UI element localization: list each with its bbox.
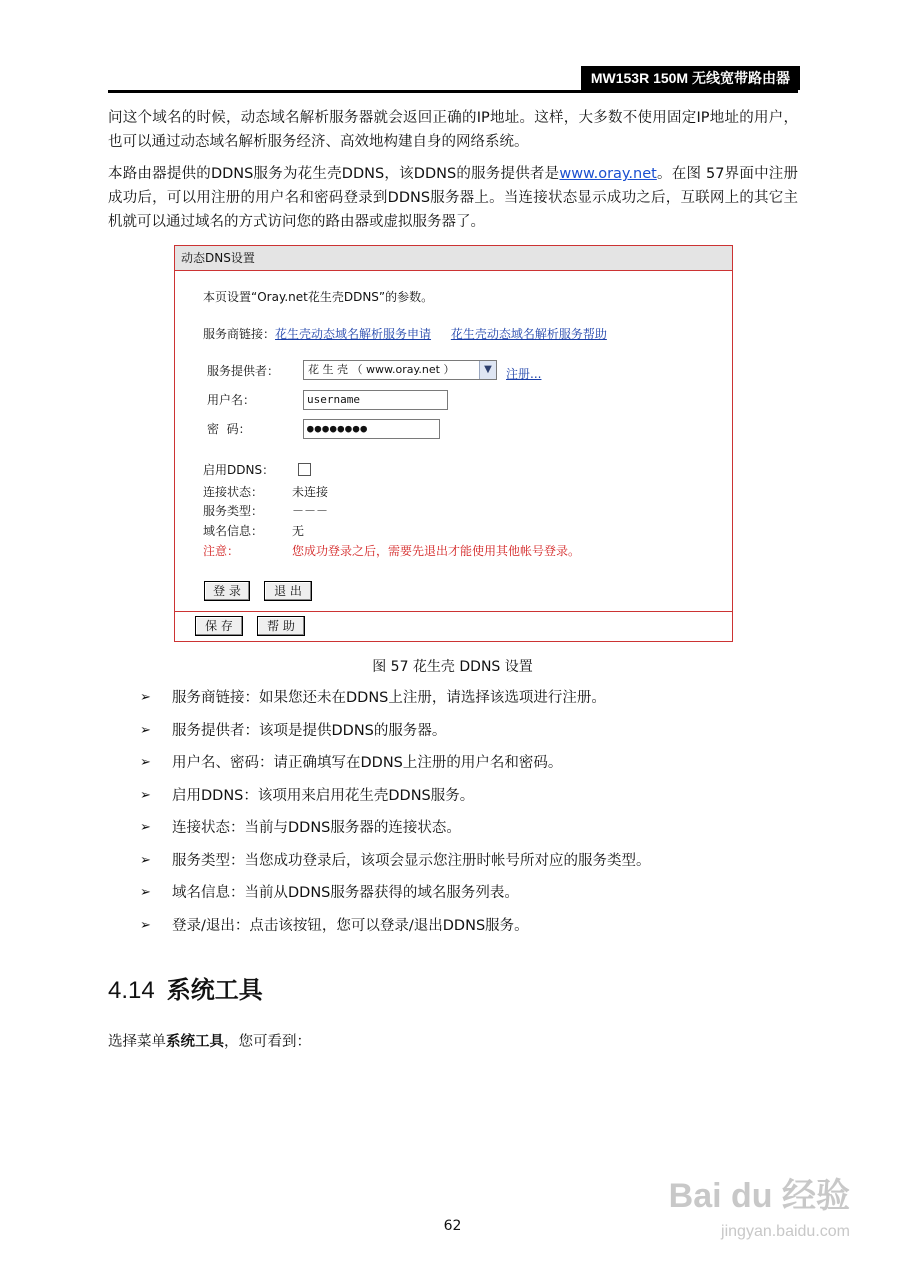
p2-text-after: 。在图 57界面中注册成功后，可以用注册的用户名和密码登录到DDNS服务器上。当连接状态显示成功之后，互联网上的其它主机就可以通过域名的方式访问您的路由器或虚拟服务器了。 — [108, 166, 798, 230]
username-label: 用户名： — [207, 393, 256, 407]
bullet-list — [140, 686, 800, 946]
arrow-bullet-icon: ➢ — [140, 787, 151, 803]
apply-service-link[interactable]: 花生壳动态域名解析服务申请 — [275, 327, 432, 341]
header-rule — [108, 90, 798, 93]
username-input[interactable]: username — [303, 390, 448, 410]
save-button[interactable]: 保 存 — [195, 616, 243, 636]
figure-caption: 图 57 花生壳 DDNS 设置 — [372, 659, 533, 675]
status-value: 未连接 — [292, 485, 329, 499]
provider-label: 服务提供者： — [207, 364, 280, 378]
section-heading — [108, 970, 263, 1005]
arrow-bullet-icon: ➢ — [140, 852, 151, 868]
list-item: ➢ 连接状态：当前与DDNS服务器的连接状态。 — [140, 816, 800, 849]
list-item: ➢ 服务商链接：如果您还未在DDNS上注册，请选择该选项进行注册。 — [140, 686, 800, 719]
arrow-bullet-icon: ➢ — [140, 755, 151, 770]
password-input[interactable]: ●●●●●●●● — [303, 419, 440, 439]
list-item: ➢ 服务提供者：该项是提供DDNS的服务器。 — [140, 719, 800, 752]
panel-title: 动态DNS设置 — [175, 246, 732, 271]
list-item: ➢ 服务类型：当您成功登录后，该项会显示您注册时帐号所对应的服务类型。 — [140, 849, 800, 882]
section-number: 4.14 — [108, 977, 155, 1004]
service-type-label: 服务类型： — [203, 504, 264, 518]
list-item: ➢ 启用DDNS：该项用来启用花生壳DDNS服务。 — [140, 784, 800, 817]
arrow-bullet-icon: ➢ — [140, 722, 151, 738]
enable-ddns-label: 启用DDNS： — [203, 463, 275, 477]
list-item: ➢ 域名信息：当前从DDNS服务器获得的域名服务列表。 — [140, 881, 800, 914]
service-help-link[interactable]: 花生壳动态域名解析服务帮助 — [450, 327, 607, 341]
provider-select[interactable] — [303, 360, 497, 380]
watermark-main: Bai du 经验 — [668, 1177, 850, 1215]
arrow-bullet-icon: ➢ — [140, 885, 151, 900]
provider-links-row — [203, 325, 607, 342]
ddns-settings-panel — [174, 245, 733, 642]
panel-intro: 本页设置“Oray.net花生壳DDNS”的参数。 — [203, 290, 434, 304]
enable-ddns-checkbox[interactable] — [298, 463, 311, 476]
panel-divider — [175, 611, 732, 612]
logout-button[interactable]: 退 出 — [264, 581, 312, 601]
page-number: 62 — [443, 1218, 462, 1234]
login-button[interactable]: 登 录 — [204, 581, 250, 601]
register-link[interactable]: 注册... — [506, 367, 542, 381]
help-button[interactable]: 帮 助 — [257, 616, 305, 636]
arrow-bullet-icon: ➢ — [140, 690, 151, 705]
watermark-sub: jingyan.baidu.com — [721, 1223, 850, 1240]
document-header-title: MW153R 150M 无线宽带路由器 — [581, 66, 800, 90]
arrow-bullet-icon: ➢ — [140, 820, 151, 835]
intro-paragraph-1: 问这个域名的时候，动态域名解析服务器就会返回正确的IP地址。这样，大多数不使用固定IP地址的用户，也可以通过动态域名解析服务经济、高效地构建自身的网络系统。 — [108, 110, 798, 150]
section-title: 系统工具 — [166, 977, 263, 1004]
domain-info-label: 域名信息： — [203, 524, 264, 538]
list-item: ➢ 登录/退出：点击该按钮，您可以登录/退出DDNS服务。 — [140, 914, 800, 947]
p2-text-before: 本路由器提供的DDNS服务为花生壳DDNS，该DDNS的服务提供者是 — [108, 166, 560, 182]
provider-links-label: 服务商链接： — [203, 327, 276, 341]
list-item: ➢ 用户名、密码：请正确填写在DDNS上注册的用户名和密码。 — [140, 751, 800, 784]
provider-select-value: 花 生 壳 （ www.oray.net ） — [308, 363, 455, 376]
note-value: 您成功登录之后，需要先退出才能使用其他帐号登录。 — [292, 544, 581, 558]
chevron-down-icon[interactable]: ▼ — [479, 361, 496, 379]
oray-link[interactable]: www.oray.net — [559, 166, 657, 182]
password-label: 密 码： — [207, 422, 251, 436]
note-label: 注意： — [203, 544, 240, 558]
system-tools-menu-name: 系统工具 — [166, 1034, 224, 1050]
intro-paragraph-2 — [108, 162, 798, 234]
arrow-bullet-icon: ➢ — [140, 917, 151, 933]
domain-info-value: 无 — [292, 524, 305, 538]
service-type-value: －－－ — [292, 504, 329, 518]
outro-paragraph: 选择菜单系统工具，您可看到： — [108, 1034, 311, 1050]
baidu-watermark — [669, 1178, 850, 1250]
status-label: 连接状态： — [203, 485, 264, 499]
